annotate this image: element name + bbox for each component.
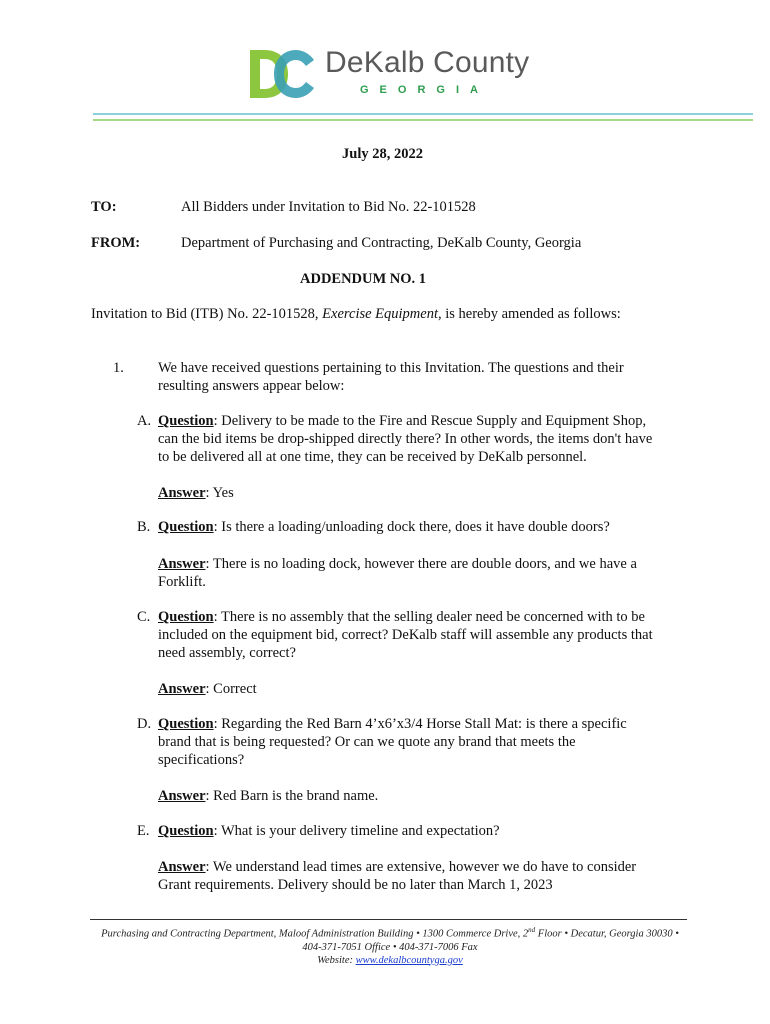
dc-logo-mark-icon [248, 46, 318, 102]
question-a: Question: Delivery to be made to the Fire and Rescue Supply and Equipment Shop, [158, 413, 647, 429]
question-a-line: to be delivered all at one time, they can be received by DeKalb personnel. [158, 449, 587, 465]
answer-a: Answer: Yes [158, 485, 234, 501]
footer-phone: 404-371-7051 Office • 404-371-7006 Fax [302, 941, 478, 953]
answer-e-line: Grant requirements. Delivery should be no later than March 1, 2023 [158, 877, 553, 893]
to-value: All Bidders under Invitation to Bid No. 22-101528 [181, 199, 476, 215]
addendum-title: ADDENDUM NO. 1 [300, 271, 427, 287]
question-c-line: need assembly, correct? [158, 645, 296, 661]
item-text-line: resulting answers appear below: [158, 378, 345, 394]
answer-e: Answer: We understand lead times are extensive, however we do have to consider [158, 859, 637, 875]
footer-rule [90, 919, 687, 920]
question-d-line: brand that is being requested? Or can we quote any brand that meets the [158, 734, 576, 750]
from-label: FROM: [91, 235, 141, 251]
item-number: 1. [113, 360, 124, 376]
dekalb-county-logo [248, 46, 538, 106]
answer-d: Answer: Red Barn is the brand name. [158, 788, 379, 804]
qa-letter: A. [137, 413, 152, 429]
question-c: Question: There is no assembly that the selling dealer need be concerned with to be [158, 609, 645, 625]
question-c-line: included on the equipment bid, correct? DeKalb staff will assemble any products that [158, 627, 653, 643]
from-value: Department of Purchasing and Contracting, DeKalb County, Georgia [181, 235, 582, 251]
logo-state: GEORGIA [360, 84, 489, 96]
header-rule-green [93, 119, 753, 121]
answer-b-line: Forklift. [158, 574, 206, 590]
logo-name: DeKalb County [325, 46, 530, 79]
question-d-line: specifications? [158, 752, 245, 768]
footer-website: Website: www.dekalbcountyga.gov [317, 954, 463, 966]
website-link[interactable]: www.dekalbcountyga.gov [355, 954, 463, 966]
footer-address: Purchasing and Contracting Department, Maloof Administration Building • 1300 Commerce Drive, 2nd Floor • Decatur, Georgia 30030 • [101, 926, 679, 940]
intro-paragraph: Invitation to Bid (ITB) No. 22-101528, Exercise Equipment, is hereby amended as follows: [91, 306, 621, 322]
question-b: Question: Is there a loading/unloading dock there, does it have double doors? [158, 519, 610, 535]
question-a-line: can the bid items be drop-shipped directly there? In other words, the items don't have [158, 431, 653, 447]
answer-b: Answer: There is no loading dock, however there are double doors, and we have a [158, 556, 637, 572]
answer-c: Answer: Correct [158, 681, 257, 697]
letter-date: July 28, 2022 [342, 146, 423, 162]
to-label: TO: [91, 199, 117, 215]
question-e: Question: What is your delivery timeline and expectation? [158, 823, 500, 839]
qa-letter: C. [137, 609, 151, 625]
qa-letter: E. [137, 823, 150, 839]
question-d: Question: Regarding the Red Barn 4’x6’x3/4 Horse Stall Mat: is there a specific [158, 716, 627, 732]
header-rule-blue [93, 113, 753, 115]
item-text-line: We have received questions pertaining to this Invitation. The questions and their [158, 360, 624, 376]
qa-letter: D. [137, 716, 152, 732]
qa-letter: B. [137, 519, 151, 535]
footer [90, 924, 690, 967]
